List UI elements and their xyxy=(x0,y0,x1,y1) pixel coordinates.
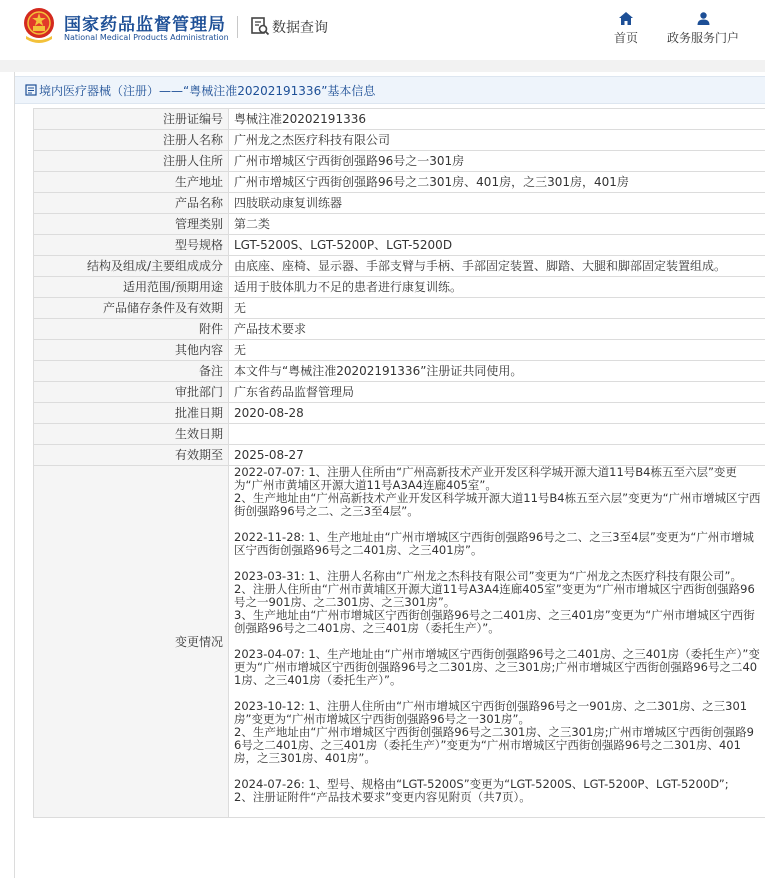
field-value: 粤械注准20202191336 xyxy=(229,109,765,130)
data-query-label[interactable]: 数据查询 xyxy=(272,20,328,36)
panel-title-bar xyxy=(15,76,765,104)
table-row xyxy=(34,235,765,256)
field-label: 产品名称 xyxy=(34,193,229,214)
registration-info-table xyxy=(33,108,765,818)
field-label: 生效日期 xyxy=(34,424,229,445)
field-value: 无 xyxy=(229,340,765,361)
change-line: 2、注册人住所由“广州市黄埔区开源大道11号A3A4连廊405室”变更为“广州市增城区宁西街创强路96号之一901房、之二301房、之三301房”。 xyxy=(234,582,755,609)
nav-service-portal[interactable] xyxy=(663,12,743,46)
field-value: 本文件与“粤械注准20202191336”注册证共同使用。 xyxy=(229,361,765,382)
change-line: 2、生产地址由“广州高新技术产业开发区科学城开源大道11号B4栋五至六层”变更为“广州市增城区宁西街创强路96号之二、之三3至4层”。 xyxy=(234,491,761,518)
change-entry xyxy=(234,700,761,765)
table-row xyxy=(34,172,765,193)
field-label: 结构及组成/主要组成成分 xyxy=(34,256,229,277)
document-icon xyxy=(25,84,37,96)
header-divider xyxy=(237,16,238,38)
field-value: 无 xyxy=(229,298,765,319)
field-label: 管理类别 xyxy=(34,214,229,235)
change-line: 2023-04-07: 1、生产地址由“广州市增城区宁西街创强路96号之二401房、之三401房（委托生产）”变更为“广州市增城区宁西街创强路96号之二301房、之三301房;广州市增城区宁西街创强路96号之二401房、之三401房（委托生产）”。 xyxy=(234,647,760,687)
national-emblem-icon xyxy=(22,6,56,46)
change-entry xyxy=(234,531,761,557)
field-label: 附件 xyxy=(34,319,229,340)
change-line: 2024-07-26: 1、型号、规格由“LGT-5200S”变更为“LGT-5200S、LGT-5200P、LGT-5200D”; xyxy=(234,777,729,791)
change-line: 2022-07-07: 1、注册人住所由“广州高新技术产业开发区科学城开源大道11号B4栋五至六层”变更为“广州市黄埔区开源大道11号A3A4连廊405室”。 xyxy=(234,465,737,492)
field-label: 生产地址 xyxy=(34,172,229,193)
field-value: 2020-08-28 xyxy=(229,403,765,424)
field-label: 适用范围/预期用途 xyxy=(34,277,229,298)
field-label: 注册人名称 xyxy=(34,130,229,151)
change-line: 2023-03-31: 1、注册人名称由“广州龙之杰科技有限公司”变更为“广州龙之杰医疗科技有限公司”。 xyxy=(234,569,743,583)
field-label: 注册人住所 xyxy=(34,151,229,172)
field-label: 审批部门 xyxy=(34,382,229,403)
site-subtitle: National Medical Products Administration xyxy=(64,33,229,42)
table-row xyxy=(34,151,765,172)
data-query-icon xyxy=(250,16,270,36)
panel-title: 境内医疗器械（注册）——“粤械注准20202191336”基本信息 xyxy=(39,84,376,98)
table-row xyxy=(34,277,765,298)
field-value: 适用于肢体肌力不足的患者进行康复训练。 xyxy=(229,277,765,298)
field-label: 变更情况 xyxy=(34,466,229,818)
field-label: 产品储存条件及有效期 xyxy=(34,298,229,319)
change-entry xyxy=(234,648,761,687)
table-row xyxy=(34,382,765,403)
user-icon xyxy=(697,12,710,25)
field-label: 其他内容 xyxy=(34,340,229,361)
table-row xyxy=(34,193,765,214)
field-value: 广州市增城区宁西街创强路96号之二301房、401房，之三301房，401房 xyxy=(229,172,765,193)
table-row xyxy=(34,298,765,319)
field-label: 型号规格 xyxy=(34,235,229,256)
header-separator-bar xyxy=(0,60,765,72)
table-row xyxy=(34,319,765,340)
field-value: LGT-5200S、LGT-5200P、LGT-5200D xyxy=(229,235,765,256)
field-value: 由底座、座椅、显示器、手部支臂与手柄、手部固定装置、脚踏、大腿和脚部固定装置组成。 xyxy=(229,256,765,277)
field-value: 2025-08-27 xyxy=(229,445,765,466)
change-history xyxy=(229,466,765,818)
nav-home-label: 首页 xyxy=(613,31,638,45)
table-row xyxy=(34,109,765,130)
change-entry xyxy=(234,466,761,518)
field-value: 四肢联动康复训练器 xyxy=(229,193,765,214)
change-line: 2022-11-28: 1、生产地址由“广州市增城区宁西街创强路96号之二、之三3至4层”变更为“广州市增城区宁西街创强路96号之二401房、之三401房”。 xyxy=(234,530,754,557)
field-value: 广东省药品监督管理局 xyxy=(229,382,765,403)
detail-panel xyxy=(14,72,765,878)
table-row xyxy=(34,445,765,466)
field-label: 有效期至 xyxy=(34,445,229,466)
change-line: 2、注册证附件“产品技术要求”变更内容见附页（共7页）。 xyxy=(234,790,531,804)
table-row xyxy=(34,214,765,235)
field-label: 批准日期 xyxy=(34,403,229,424)
nav-home[interactable] xyxy=(607,12,645,46)
home-icon xyxy=(619,12,633,25)
change-line: 3、生产地址由“广州市增城区宁西街创强路96号之二401房、之三401房”变更为“广州市增城区宁西街创强路96号之二401房、之三401房（委托生产）”。 xyxy=(234,608,755,635)
field-value xyxy=(229,424,765,445)
change-line: 2、生产地址由“广州市增城区宁西街创强路96号之二301房、之三301房;广州市增城区宁西街创强路96号之二401房、之三401房（委托生产）”变更为“广州市增城区宁西街创强路96号之二301房、401房，之三301房、401房”。 xyxy=(234,725,754,765)
table-row xyxy=(34,130,765,151)
field-value: 广州市增城区宁西街创强路96号之一301房 xyxy=(229,151,765,172)
change-line: 2023-10-12: 1、注册人住所由“广州市增城区宁西街创强路96号之一901房、之二301房、之三301房”变更为“广州市增城区宁西街创强路96号之一301房”。 xyxy=(234,699,748,726)
table-row xyxy=(34,340,765,361)
field-value: 第二类 xyxy=(229,214,765,235)
change-entry xyxy=(234,778,761,804)
field-label: 备注 xyxy=(34,361,229,382)
table-row xyxy=(34,403,765,424)
table-row-changes xyxy=(34,466,765,818)
field-value: 产品技术要求 xyxy=(229,319,765,340)
site-header xyxy=(0,0,765,60)
field-value: 广州龙之杰医疗科技有限公司 xyxy=(229,130,765,151)
site-title: 国家药品监督管理局 xyxy=(64,15,226,35)
change-entry xyxy=(234,570,761,635)
table-row xyxy=(34,256,765,277)
table-row xyxy=(34,424,765,445)
nav-service-label: 政务服务门户 xyxy=(666,31,739,45)
table-row xyxy=(34,361,765,382)
field-label: 注册证编号 xyxy=(34,109,229,130)
